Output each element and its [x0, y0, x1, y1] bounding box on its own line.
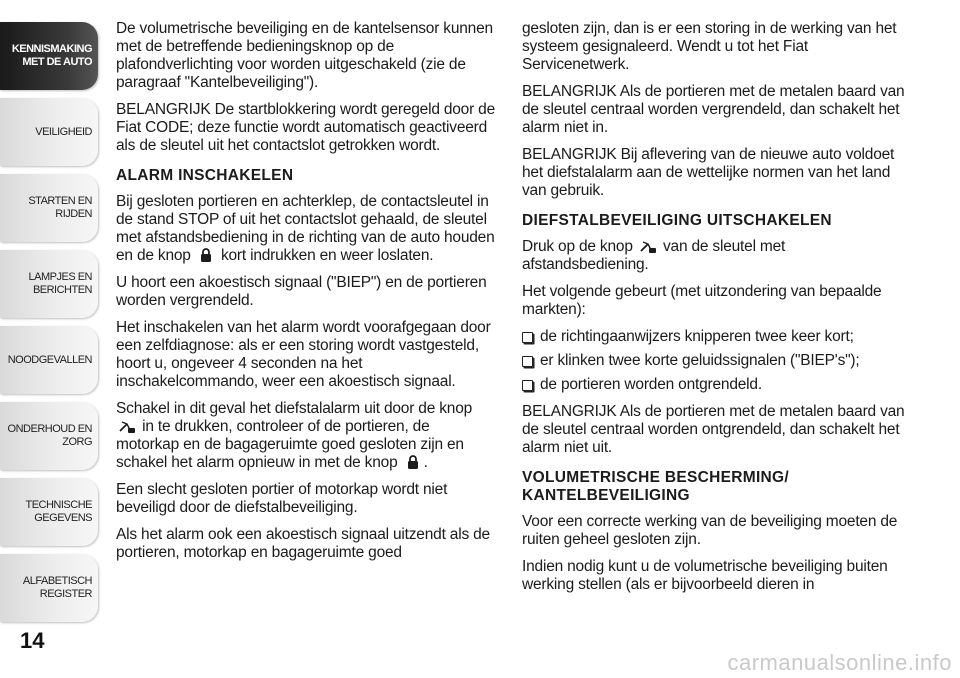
paragraph-text: van de sleutel met afstandsbediening. — [522, 238, 786, 273]
list-item — [522, 352, 914, 370]
list-item-text: de richtingaanwijzers knipperen twee keer kort; — [540, 328, 854, 345]
paragraph-text: kort indrukken en weer loslaten. — [220, 247, 434, 264]
paragraph-text: Bij gesloten portieren en achterklep, de contactsleutel in de stand STOP of uit het contactslot gehaald, de sleutel met afstandsbediening in de richting van de auto houden en de knop — [116, 193, 495, 264]
lock-icon — [404, 454, 422, 470]
tab-kennismaking[interactable] — [0, 22, 98, 90]
tab-veiligheid[interactable] — [0, 98, 98, 166]
tab-label-line2: ZORG — [62, 436, 92, 448]
tab-label-line2: BERICHTEN — [32, 284, 92, 296]
paragraph-important: BELANGRIJK Als de portieren met de metalen baard van de sleutel centraal worden ontgrendeld, dan schakelt het alarm niet uit. — [522, 403, 905, 456]
tab-label-line1: STARTEN EN RIJDEN — [28, 195, 92, 220]
paragraph-text: Schakel in dit geval het diefstalalarm uit door de knop — [116, 400, 473, 417]
right-column — [522, 20, 914, 603]
paragraph: Als het alarm ook een akoestisch signaal uitzendt als de portieren, motorkap en bagageruimte goed — [116, 526, 490, 561]
heading-line: KANTELBEVEILIGING — [522, 487, 690, 504]
tab-onderhoud-en-zorg[interactable] — [0, 402, 98, 470]
checkbox-bullet-icon — [522, 380, 533, 391]
paragraph: Het volgende gebeurt (met uitzondering van bepaalde markten): — [522, 283, 882, 318]
paragraph: Een slecht gesloten portier of motorkap wordt niet beveiligd door de diefstalbeveiliging. — [116, 481, 448, 516]
list-item-text: de portieren worden ontgrendeld. — [540, 376, 762, 393]
key-unlock-icon — [118, 418, 136, 434]
watermark: carmanualsonline.info — [727, 650, 952, 675]
heading-line: VOLUMETRISCHE BESCHERMING/ — [522, 469, 790, 486]
tab-lampjes-en-berichten[interactable] — [0, 250, 98, 318]
paragraph — [522, 238, 914, 274]
tab-noodgevallen[interactable] — [0, 326, 98, 394]
tab-label-line1: NOODGEVALLEN — [7, 353, 92, 366]
paragraph: Voor een correcte werking van de beveiliging moeten de ruiten geheel gesloten zijn. — [522, 513, 898, 548]
paragraph — [116, 400, 496, 472]
checkbox-bullet-icon — [522, 356, 533, 367]
section-heading-alarm: ALARM INSCHAKELEN — [116, 167, 294, 184]
paragraph: gesloten zijn, dan is er een storing in de werking van het systeem gesignaleerd. Wendt u tot het Fiat Servicenetwerk. — [522, 20, 897, 73]
section-heading-diefstal: DIEFSTALBEVEILIGING UITSCHAKELEN — [522, 212, 832, 229]
tab-label-line1: LAMPJES EN — [28, 271, 92, 283]
paragraph-text: . — [423, 454, 428, 471]
tab-label-line2: MET DE AUTO — [22, 56, 92, 68]
paragraph: Indien nodig kunt u de volumetrische beveiliging buiten werking stellen (als er bijvoorbeeld dieren in — [522, 558, 888, 593]
paragraph: Het inschakelen van het alarm wordt voorafgegaan door een zelfdiagnose: als er een storing wordt vastgesteld, hoort u, ongeveer 4 seconden na het inschakelcommando, weer een akoestisch signaal. — [116, 319, 491, 390]
list-item — [522, 376, 914, 394]
paragraph-important: BELANGRIJK Bij aflevering van de nieuwe auto voldoet het diefstalalarm aan de wettelijke normen van het land van gebruik. — [522, 146, 895, 199]
key-unlock-icon — [639, 238, 657, 254]
list-item — [522, 328, 914, 346]
bullet-list — [522, 328, 914, 394]
tab-label-line1: KENNISMAKING — [11, 43, 92, 55]
list-item-text: er klinken twee korte geluidssignalen ("BIEP's"); — [540, 352, 860, 369]
paragraph: U hoort een akoestisch signaal ("BIEP") en de portieren worden vergrendeld. — [116, 274, 487, 309]
paragraph: De volumetrische beveiliging en de kantelsensor kunnen met de betreffende bedieningsknop op de plafondverlichting voor worden uitgeschakeld (zie de paragraaf "Kantelbeveiliging"). — [116, 20, 493, 91]
tab-alfabetisch-register[interactable] — [0, 554, 98, 622]
tab-technische-gegevens[interactable] — [0, 478, 98, 546]
tab-label-line1: TECHNISCHE — [25, 499, 92, 511]
tab-label-line1: ALFABETISCH — [22, 575, 92, 587]
tab-label-line2: REGISTER — [39, 588, 92, 600]
section-heading-volumetrisch — [522, 469, 914, 505]
page-number: 14 — [20, 628, 45, 653]
paragraph — [116, 193, 496, 265]
paragraph-text: Druk op de knop — [522, 238, 633, 255]
paragraph-important: BELANGRIJK Als de portieren met de metalen baard van de sleutel centraal worden vergrendeld, dan schakelt het alarm niet in. — [522, 83, 905, 136]
left-column — [116, 20, 496, 571]
tab-starten-en-rijden[interactable] — [0, 174, 98, 242]
tab-label-line2: GEGEVENS — [34, 512, 92, 524]
paragraph-important: BELANGRIJK De startblokkering wordt geregeld door de Fiat CODE; deze functie wordt automatisch geactiveerd als de sleutel uit het contactslot getrokken wordt. — [116, 101, 496, 154]
paragraph-text: in te drukken, controleer of de portieren, de motorkap en de bagageruimte goed gesloten zijn en schakel het alarm opnieuw in met de knop — [116, 418, 464, 471]
lock-icon — [197, 247, 215, 263]
tab-label-line1: ONDERHOUD EN — [7, 423, 92, 435]
tab-label-line1: VEILIGHEID — [35, 125, 92, 138]
checkbox-bullet-icon — [522, 332, 533, 343]
